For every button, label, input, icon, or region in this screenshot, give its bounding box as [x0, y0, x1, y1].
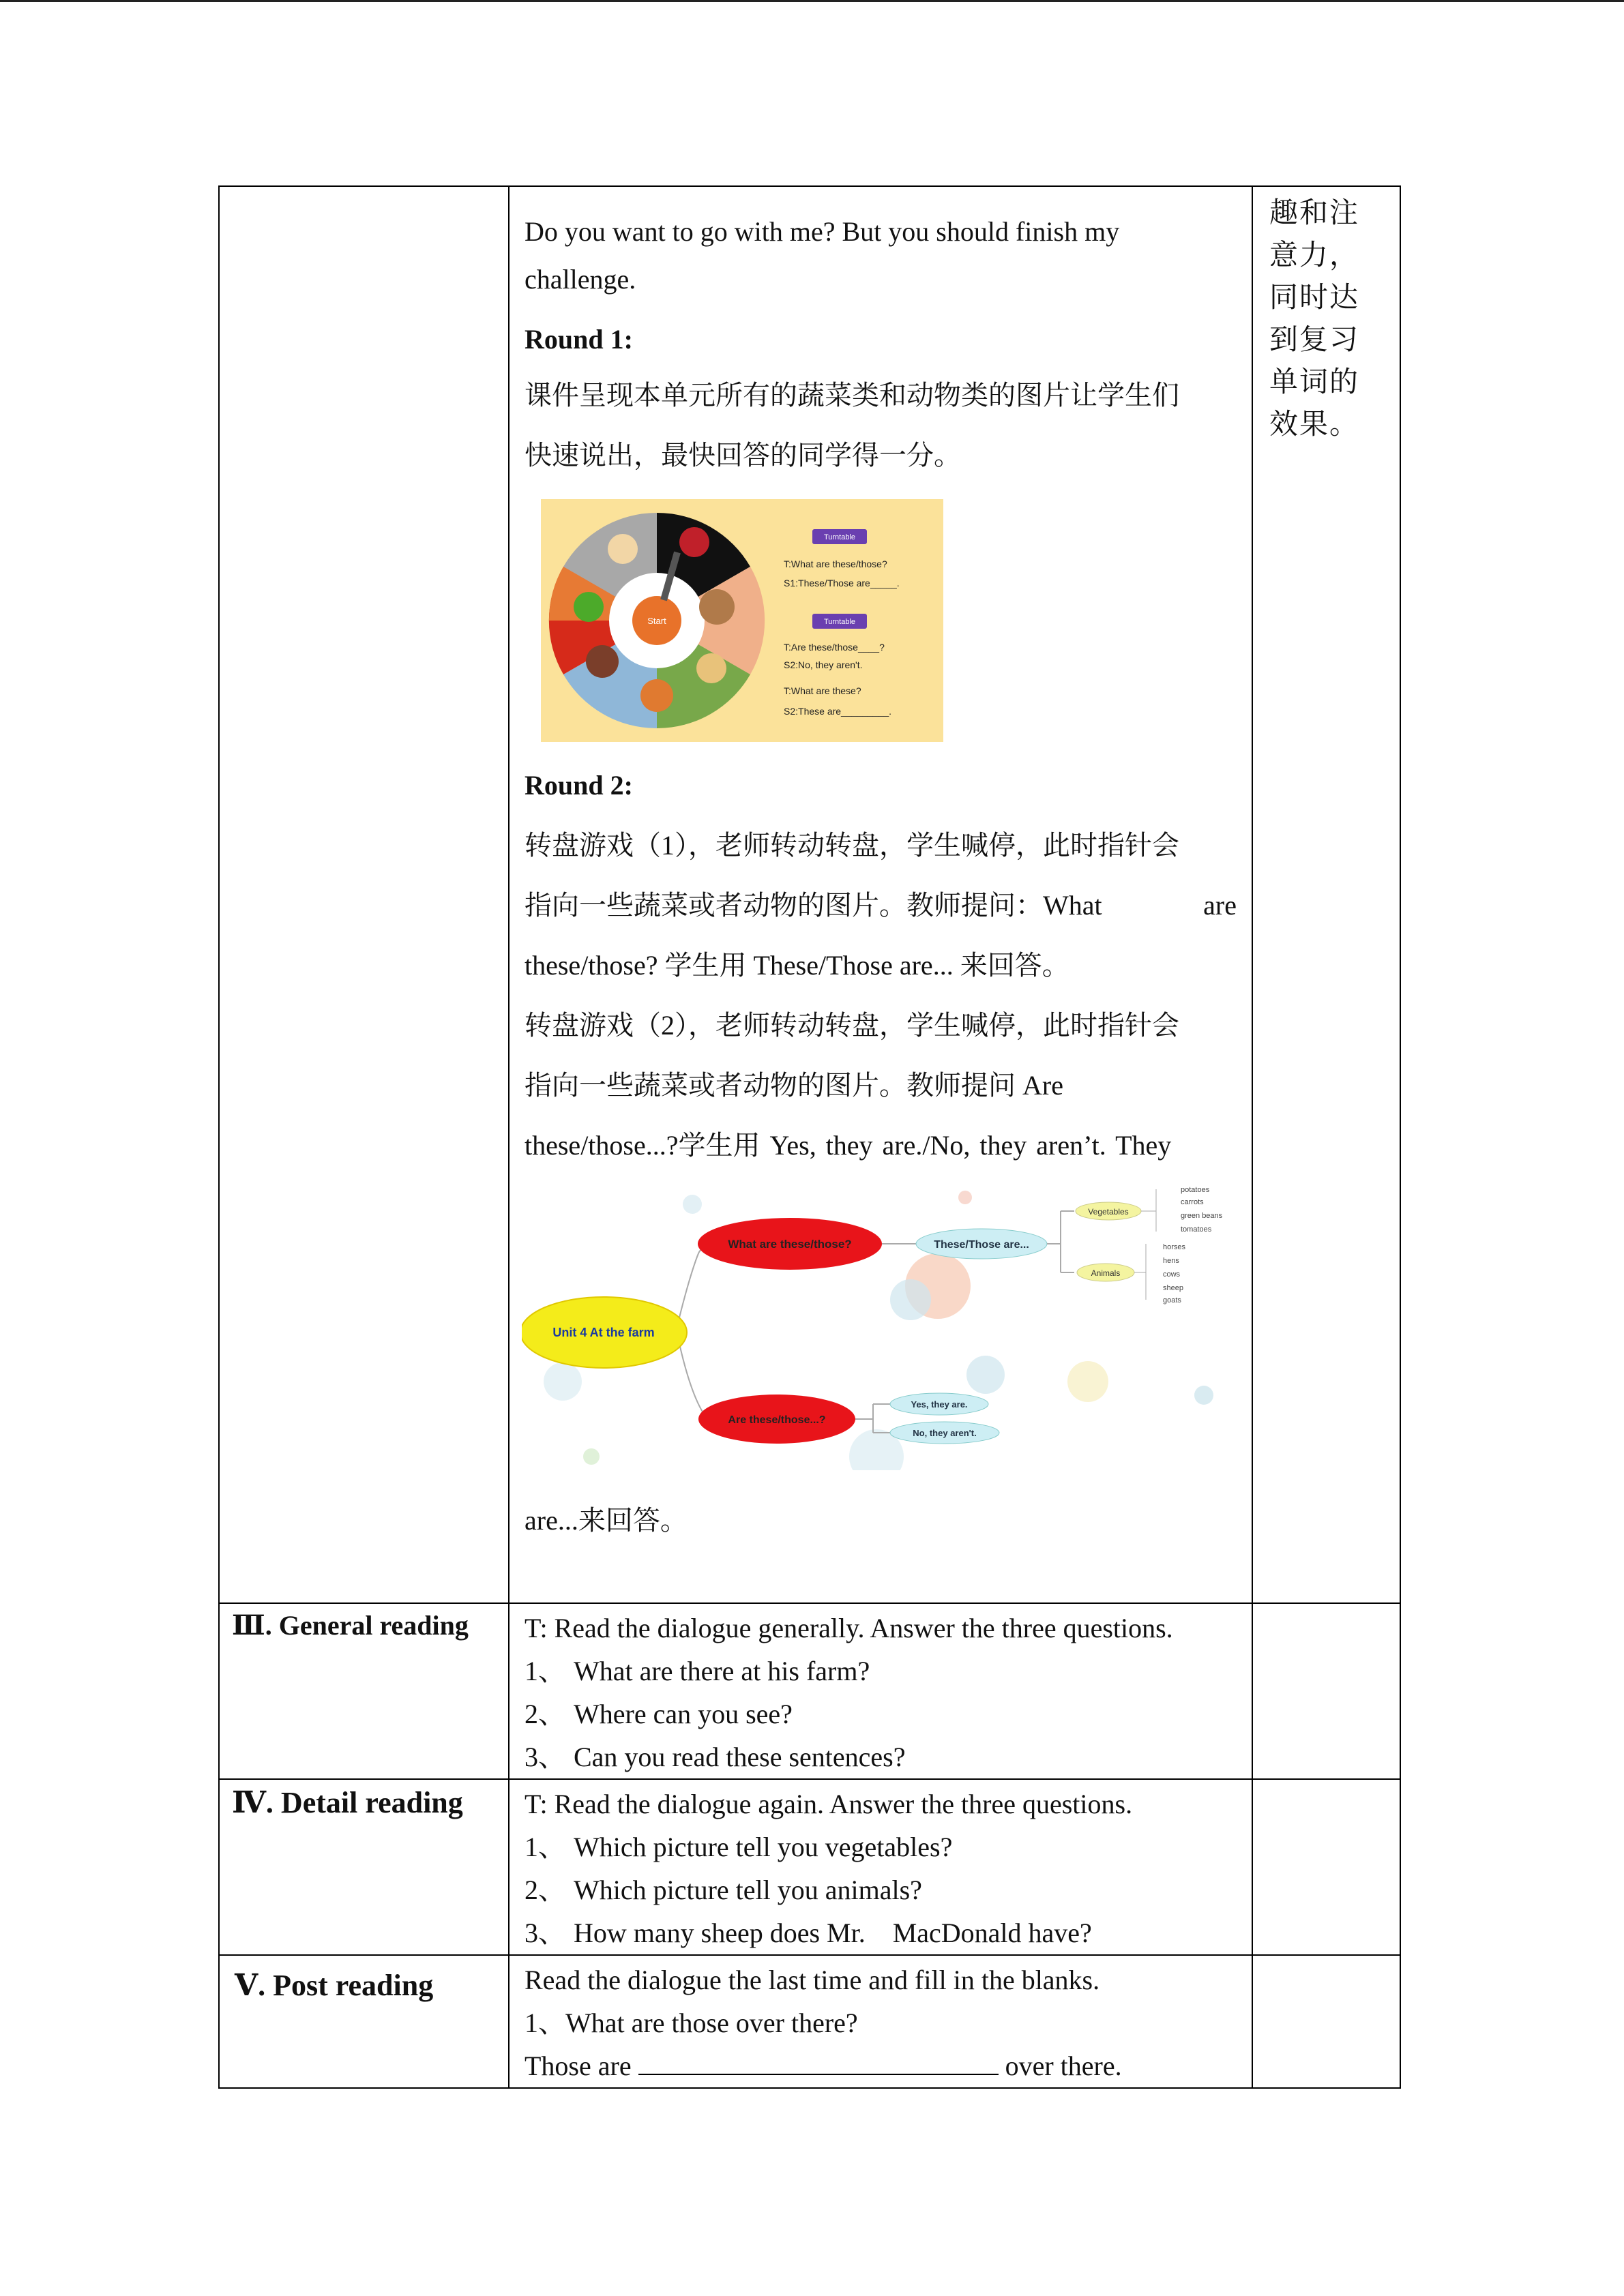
- item-number: 3、: [525, 1918, 565, 1948]
- turntable-a3: S2:These are_________.: [784, 706, 892, 717]
- round2-line-2-end: are: [1203, 890, 1237, 921]
- activity-row: [219, 186, 1400, 1603]
- turntable-tag-2: Turntable: [823, 618, 856, 626]
- post-reading-row: [219, 1955, 1400, 2088]
- veg-item-3: green beans: [1181, 1212, 1223, 1220]
- general-reading-note: [1252, 1603, 1400, 1779]
- note-line-5: 单词的: [1269, 367, 1360, 398]
- note-line-4: 到复习: [1269, 325, 1360, 356]
- turntable-q3: T:What are these?: [784, 685, 861, 696]
- mindmap-q2: Are these/those...?: [728, 1414, 826, 1426]
- turntable-tag-1: Turntable: [823, 533, 856, 541]
- item-number: 2、: [525, 1699, 565, 1729]
- fill-in-blank: [638, 2049, 999, 2075]
- general-reading-intro: T: Read the dialogue generally. Answer the three questions.: [525, 1613, 1173, 1643]
- post-reading-intro: Read the dialogue the last time and fill in the blanks.: [525, 1965, 1100, 1995]
- mindmap-vegetables: Vegetables: [1088, 1207, 1129, 1217]
- general-reading-row: [219, 1603, 1400, 1779]
- ani-item-1: horses: [1163, 1243, 1186, 1251]
- round1-title: Round 1:: [525, 324, 633, 355]
- round2-line-2-text: 指向一些蔬菜或者动物的图片。教师提问：What: [525, 890, 1102, 921]
- turntable-q1: T:What are these/those?: [784, 558, 887, 569]
- round2-line-5: 指向一些蔬菜或者动物的图片。教师提问 Are: [525, 1070, 1063, 1101]
- veg-item-1: potatoes: [1181, 1186, 1210, 1194]
- note-text: [1253, 187, 1400, 446]
- note-line-6: 效果。: [1269, 409, 1360, 441]
- item-text: What are there at his farm?: [574, 1656, 870, 1686]
- detail-reading-item: [525, 1868, 1237, 1911]
- closing-line: are...来回答。: [525, 1505, 688, 1536]
- detail-reading-stage: [219, 1779, 509, 1955]
- item-text: Which picture tell you animals?: [574, 1875, 922, 1905]
- intro-line-2: challenge.: [525, 264, 636, 295]
- post-reading-label: Ⅴ. Post reading: [235, 1969, 434, 2002]
- mindmap-q1: What are these/those?: [728, 1238, 852, 1251]
- general-reading-content: [509, 1603, 1252, 1779]
- detail-reading-note: [1252, 1779, 1400, 1955]
- mindmap-image: [522, 1184, 1231, 1470]
- detail-reading-row: [219, 1779, 1400, 1955]
- item-text: Can you read these sentences?: [574, 1742, 906, 1772]
- item-number: 2、: [525, 1875, 565, 1905]
- general-reading-item: [525, 1735, 1237, 1778]
- intro-line-1: Do you want to go with me? But you should finish my: [525, 216, 1120, 247]
- item-text: How many sheep does Mr. MacDonald have?: [574, 1918, 1092, 1948]
- mindmap-animals: Animals: [1091, 1268, 1121, 1278]
- stage-cell-empty: [219, 186, 509, 1603]
- lesson-plan-table: [218, 185, 1401, 2089]
- ani-item-5: goats: [1163, 1296, 1181, 1304]
- veg-item-2: carrots: [1181, 1198, 1204, 1206]
- note-line-1: 趣和注: [1269, 198, 1360, 229]
- post-reading-question: 1、What are those over there?: [525, 2008, 858, 2038]
- detail-reading-label: Ⅳ. Detail reading: [232, 1786, 463, 1819]
- item-number: 1、: [525, 1656, 565, 1686]
- vegetable-list: [1181, 1186, 1223, 1234]
- ani-item-2: hens: [1163, 1257, 1179, 1265]
- turntable-a1: S1:These/Those are_____.: [784, 578, 900, 588]
- post-reading-answer: [525, 2044, 1237, 2087]
- round2-line-4: 转盘游戏（2），老师转动转盘，学生喊停，此时指针会: [525, 1010, 1179, 1041]
- item-number: 1、: [525, 1832, 565, 1862]
- page-top-border: [0, 0, 1624, 2]
- post-reading-content: [509, 1955, 1252, 2088]
- animal-list: [1163, 1243, 1186, 1304]
- answer-prefix: Those are: [525, 2051, 632, 2081]
- ani-item-4: sheep: [1163, 1284, 1183, 1292]
- mindmap-q2-yes: Yes, they are.: [911, 1399, 968, 1410]
- general-reading-item: [525, 1693, 1237, 1735]
- activity-content-cell: [509, 186, 1252, 1603]
- item-text: Where can you see?: [574, 1699, 793, 1729]
- detail-reading-item: [525, 1911, 1237, 1954]
- veg-item-4: tomatoes: [1181, 1225, 1212, 1234]
- item-text: Which picture tell you vegetables?: [574, 1832, 953, 1862]
- turntable-center-label: Start: [647, 616, 666, 626]
- ani-item-3: cows: [1163, 1270, 1181, 1279]
- general-reading-label: Ⅲ. General reading: [232, 1610, 469, 1641]
- turntable-q2: T:Are these/those____?: [784, 642, 885, 653]
- turntable-a2: S2:No, they aren't.: [784, 659, 863, 670]
- mindmap-q2-no: No, they aren't.: [913, 1428, 977, 1438]
- round1-line-1: 课件呈现本单元所有的蔬菜类和动物类的图片让学生们: [525, 380, 1179, 411]
- item-number: 3、: [525, 1742, 565, 1772]
- detail-reading-intro: T: Read the dialogue again. Answer the three questions.: [525, 1789, 1133, 1819]
- round2-title: Round 2:: [525, 770, 633, 801]
- post-reading-note: [1252, 1955, 1400, 2088]
- general-reading-item: [525, 1650, 1237, 1693]
- general-reading-stage: [219, 1603, 509, 1779]
- note-cell: [1252, 186, 1400, 1603]
- post-reading-stage: [219, 1955, 509, 2088]
- turntable-image: [541, 499, 943, 742]
- answer-suffix: over there.: [1005, 2051, 1122, 2081]
- detail-reading-content: [509, 1779, 1252, 1955]
- round1-line-2: 快速说出，最快回答的同学得一分。: [525, 440, 961, 471]
- detail-reading-item: [525, 1825, 1237, 1868]
- mindmap-center: Unit 4 At the farm: [552, 1326, 655, 1339]
- round2-line-6: these/those...?学生用 Yes, they are./No, they aren’t. They: [525, 1130, 1172, 1161]
- round2-line-3: these/those? 学生用 These/Those are... 来回答。: [525, 950, 1069, 981]
- mindmap-q1-answer: These/Those are...: [934, 1239, 1029, 1251]
- note-line-3: 同时达: [1269, 282, 1360, 314]
- note-line-2: 意力，: [1269, 240, 1360, 271]
- round2-line-1: 转盘游戏（1），老师转动转盘，学生喊停，此时指针会: [525, 830, 1179, 861]
- round2-line-2: [525, 876, 1237, 936]
